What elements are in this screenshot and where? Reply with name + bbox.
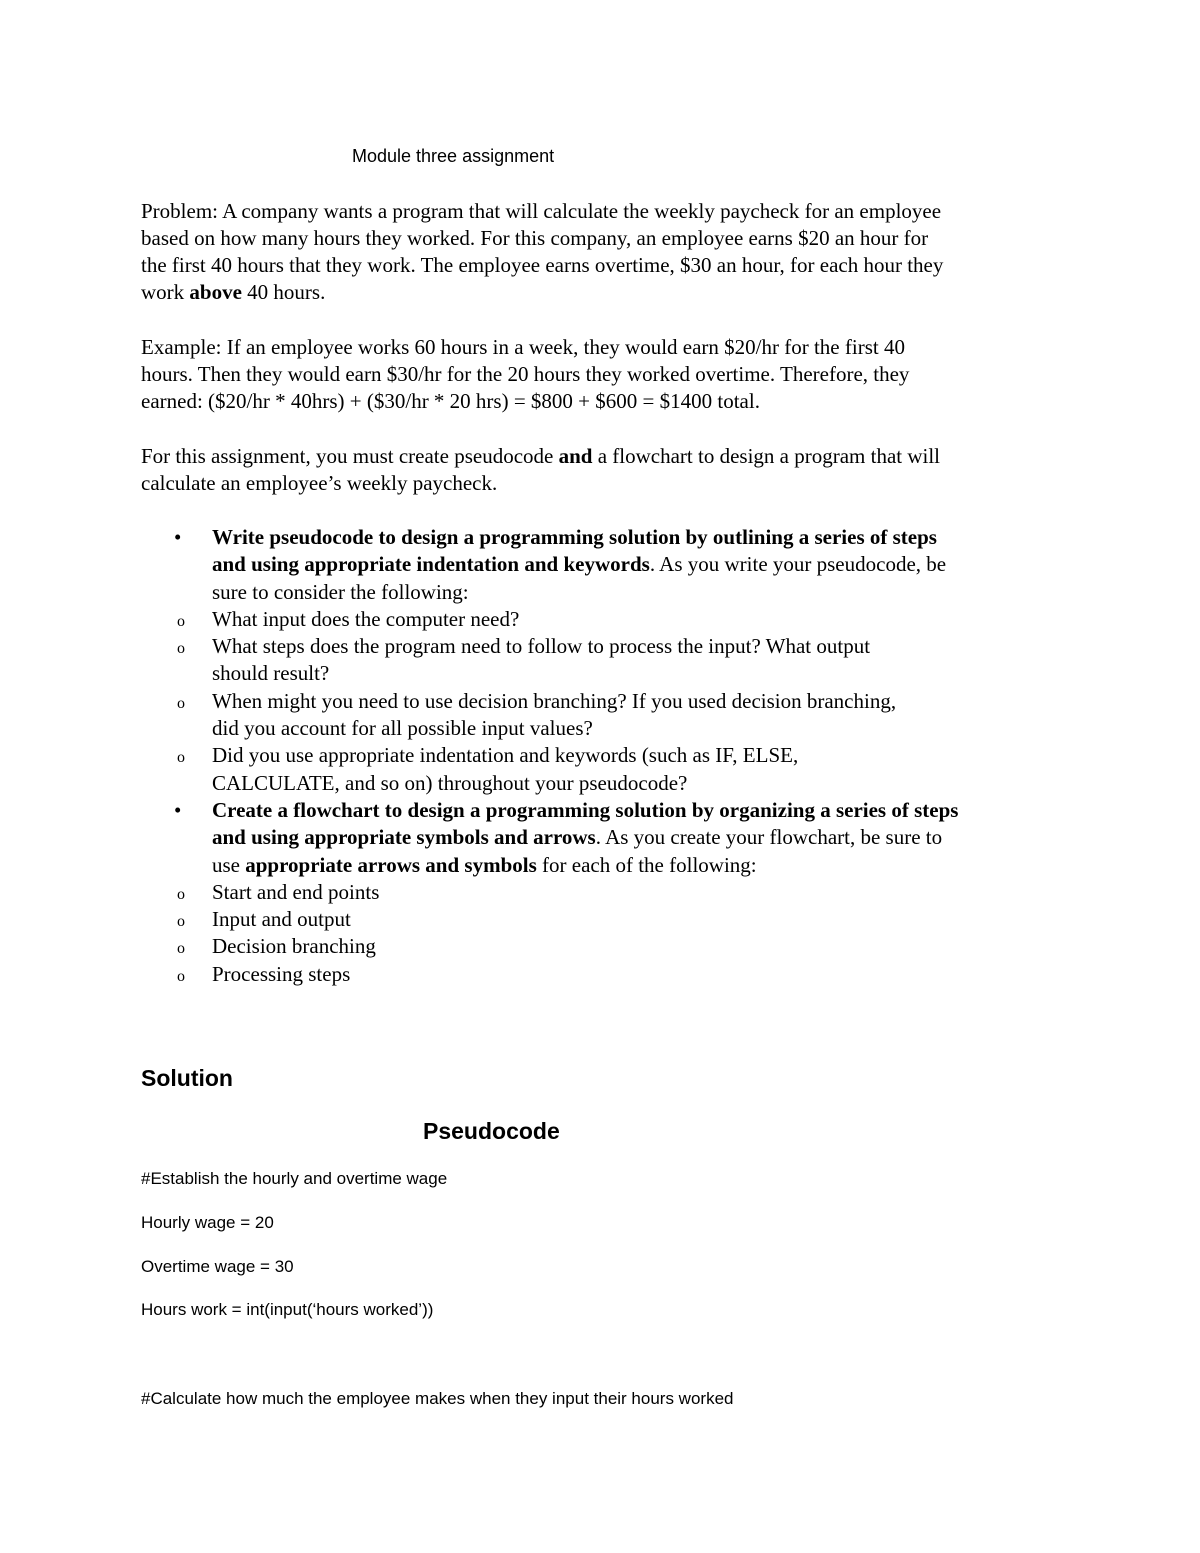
assignment-text: For this assignment, you must create pseudocode: [141, 444, 559, 468]
example-paragraph: [141, 334, 1061, 415]
bullet-mark: •: [174, 525, 182, 549]
bullet-line: [212, 797, 1081, 824]
pseudocode-line: #Establish the hourly and overtime wage: [141, 1169, 448, 1188]
bullet-bold-text: and using appropriate symbols and arrows: [212, 825, 596, 850]
bullet-item-flowchart: [141, 797, 1081, 879]
sub-item-line: should result?: [212, 661, 330, 686]
problem-line: Problem: A company wants a program that will calculate the weekly paycheck for an employee: [141, 199, 942, 223]
sub-item-line: did you account for all possible input values?: [212, 716, 593, 741]
pseudocode-line: #Calculate how much the employee makes when they input their hours worked: [141, 1389, 734, 1408]
problem-paragraph: [141, 198, 1061, 306]
sub-list-item: [141, 742, 1081, 797]
assignment-text: a flowchart to design a program that will: [592, 444, 941, 468]
example-line: hours. Then they would earn $30/hr for the 20 hours they worked overtime. Therefore, they: [141, 362, 910, 386]
assignment-line: calculate an employee’s weekly paycheck.: [141, 471, 498, 495]
sub-list-item: [141, 633, 1081, 688]
problem-bold-text: above: [189, 280, 242, 304]
bullet-line: [212, 824, 1081, 851]
bullet-line: [212, 524, 1081, 551]
sub-list-item: [141, 906, 1081, 933]
pseudocode-heading: Pseudocode: [423, 1118, 560, 1144]
pseudocode-line: Hours work = int(input(‘hours worked’)): [141, 1300, 434, 1319]
bullet-mark: •: [174, 797, 182, 822]
pseudocode-line: Overtime wage = 30: [141, 1257, 294, 1276]
pseudocode-line: Hourly wage = 20: [141, 1213, 274, 1232]
sub-item-line: CALCULATE, and so on) throughout your pseudocode?: [212, 770, 688, 795]
bullet-bold-text: Write pseudocode to design a programming solution by outlining a series of steps: [212, 525, 937, 549]
problem-line: based on how many hours they worked. For this company, an employee earns $20 an hour for: [141, 226, 929, 250]
bullet-bold-text: Create a flowchart to design a programming solution by organizing a series of steps: [212, 797, 959, 822]
sub-bullet-mark: o: [177, 940, 185, 958]
sub-list-item: [141, 879, 1081, 906]
bullet-text: . As you write your pseudocode, be: [649, 552, 947, 577]
example-line: Example: If an employee works 60 hours in a week, they would earn $20/hr for the first 40: [141, 335, 905, 359]
sub-bullet-mark: o: [177, 694, 185, 712]
sub-item-line: When might you need to use decision branching? If you used decision branching,: [212, 688, 897, 713]
sub-list-item: [141, 961, 1081, 988]
bullet-text: . As you create your flowchart, be sure to: [595, 825, 943, 850]
sub-item-line: Decision branching: [212, 934, 376, 959]
problem-line: the first 40 hours that they work. The employee earns overtime, $30 an hour, for each hour they: [141, 253, 944, 277]
sub-list-item: [141, 688, 1081, 743]
problem-text: work: [141, 280, 190, 304]
sub-item-line: What input does the computer need?: [212, 606, 520, 631]
sub-bullet-mark: o: [177, 612, 185, 630]
sub-item-line: Processing steps: [212, 961, 351, 986]
sub-list-item: [141, 933, 1081, 960]
bullet-line: [212, 551, 1081, 578]
assignment-line: [141, 443, 1061, 470]
bullet-line: sure to consider the following:: [212, 579, 469, 604]
bullet-bold-text: and using appropriate indentation and keywords: [212, 552, 650, 577]
example-line: earned: ($20/hr * 40hrs) + ($30/hr * 20 hrs) = $800 + $600 = $1400 total.: [141, 389, 760, 413]
sub-bullet-mark: o: [177, 885, 185, 903]
document-title: Module three assignment: [352, 146, 555, 166]
sub-item-line: Start and end points: [212, 879, 380, 904]
bullet-item-pseudocode: [141, 524, 1081, 606]
assignment-bold-text: and: [558, 444, 593, 468]
sub-bullet-mark: o: [177, 913, 185, 931]
sub-item-line: What steps does the program need to follow to process the input? What output: [212, 634, 871, 659]
bullet-text: use: [212, 852, 246, 877]
sub-bullet-mark: o: [177, 640, 185, 658]
solution-heading: Solution: [141, 1065, 233, 1091]
problem-text: 40 hours.: [241, 280, 326, 304]
problem-line-last: [141, 279, 1061, 306]
sub-bullet-mark: o: [177, 749, 185, 767]
bullet-bold-text: appropriate arrows and symbols: [245, 852, 537, 877]
sub-list-item: [141, 606, 1081, 633]
sub-item-line: Did you use appropriate indentation and keywords (such as IF, ELSE,: [212, 743, 799, 768]
bullet-text: for each of the following:: [536, 852, 757, 877]
requirements-list: [141, 524, 1081, 988]
bullet-line: [212, 852, 1081, 879]
sub-item-line: Input and output: [212, 907, 351, 932]
assignment-paragraph: [141, 443, 1061, 497]
sub-bullet-mark: o: [177, 967, 185, 985]
